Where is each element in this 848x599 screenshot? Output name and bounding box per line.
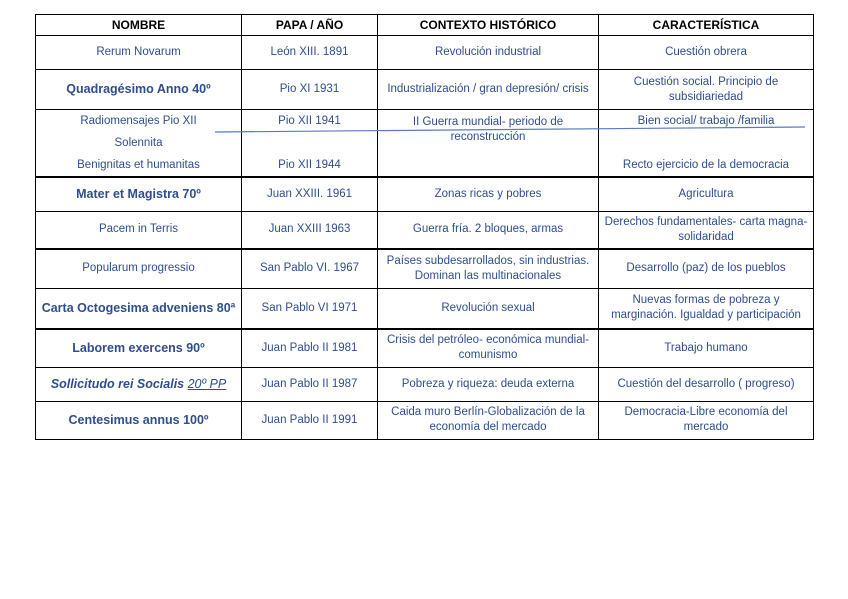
cell-caracteristica: Derechos fundamentales- carta magna- solidaridad [599, 211, 814, 249]
cell-papa: Juan Pablo II 1991 [242, 401, 378, 439]
caracteristica-line [602, 132, 810, 154]
table-row [36, 110, 814, 178]
cell-papa [242, 110, 378, 178]
cell-caracteristica [599, 110, 814, 178]
cell-papa: Juan Pablo II 1981 [242, 329, 378, 367]
cell-contexto: Guerra fría. 2 bloques, armas [378, 211, 599, 249]
cell-contexto: Industrialización / gran depresión/ crisis [378, 70, 599, 110]
cell-caracteristica: Cuestión social. Principio de subsidiariedad [599, 70, 814, 110]
cell-nombre: Laborem exercens 90º [36, 329, 242, 367]
cell-papa: San Pablo VI 1971 [242, 288, 378, 329]
header-contexto: CONTEXTO HISTÓRICO [378, 15, 599, 36]
cell-nombre: Mater et Magistra 70º [36, 177, 242, 211]
table-row [36, 288, 814, 329]
cell-nombre: Quadragésimo Anno 40º [36, 70, 242, 110]
cell-contexto: Revolución industrial [378, 36, 599, 70]
cell-caracteristica: Democracia-Libre economía del mercado [599, 401, 814, 439]
cell-papa: Juan XXIII. 1961 [242, 177, 378, 211]
cell-nombre: Pacem in Terris [36, 211, 242, 249]
cell-contexto: II Guerra mundial- periodo de reconstrucción [378, 110, 599, 178]
cell-nombre: Carta Octogesima adveniens 80ª [36, 288, 242, 329]
table-row [36, 367, 814, 401]
cell-contexto: Crisis del petróleo- económica mundial- comunismo [378, 329, 599, 367]
table-row [36, 329, 814, 367]
cell-contexto: Países subdesarrollados, sin industrias. Dominan las multinacionales [378, 249, 599, 288]
nombre-main: Sollicitudo rei Socialis [50, 376, 188, 391]
table-row [36, 70, 814, 110]
papa-line: Pio XII 1941 [278, 115, 341, 127]
cell-contexto: Caida muro Berlín-Globalización de la economía del mercado [378, 401, 599, 439]
cell-contexto: Pobreza y riqueza: deuda externa [378, 367, 599, 401]
cell-caracteristica: Nuevas formas de pobreza y marginación. Igualdad y participación [599, 288, 814, 329]
cell-papa: Juan Pablo II 1987 [242, 367, 378, 401]
table-row [36, 36, 814, 70]
caracteristica-line: Recto ejercicio de la democracia [622, 159, 790, 171]
cell-papa: León XIII. 1891 [242, 36, 378, 70]
cell-nombre [36, 367, 242, 401]
cell-caracteristica: Desarrollo (paz) de los pueblos [599, 249, 814, 288]
table-row [36, 401, 814, 439]
table-row [36, 211, 814, 249]
header-nombre: NOMBRE [36, 15, 242, 36]
cell-papa: Pio XI 1931 [242, 70, 378, 110]
cell-nombre: Popularum progressio [36, 249, 242, 288]
papa-line [245, 132, 374, 154]
caracteristica-line: Bien social/ trabajo /familia [637, 115, 775, 127]
header-row [36, 15, 814, 36]
nombre-line: Radiomensajes Pio XII [80, 115, 197, 127]
table-row [36, 249, 814, 288]
nombre-line: Benignitas et humanitas [77, 159, 200, 171]
cell-caracteristica: Trabajo humano [599, 329, 814, 367]
cell-papa: San Pablo VI. 1967 [242, 249, 378, 288]
cell-papa: Juan XXIII 1963 [242, 211, 378, 249]
encyclicals-table [35, 14, 814, 440]
cell-contexto: Zonas ricas y pobres [378, 177, 599, 211]
nombre-suffix: 20º PP [187, 376, 227, 391]
cell-caracteristica: Cuestión obrera [599, 36, 814, 70]
cell-nombre [36, 110, 242, 178]
header-papa: PAPA / AÑO [242, 15, 378, 36]
cell-caracteristica: Cuestión del desarrollo ( progreso) [599, 367, 814, 401]
header-caracteristica: CARACTERÍSTICA [599, 15, 814, 36]
cell-nombre: Centesimus annus 100º [36, 401, 242, 439]
cell-contexto: Revolución sexual [378, 288, 599, 329]
table-row [36, 177, 814, 211]
cell-caracteristica: Agricultura [599, 177, 814, 211]
nombre-line: Solennita [114, 137, 163, 149]
papa-line: Pio XII 1944 [278, 159, 341, 171]
cell-nombre: Rerum Novarum [36, 36, 242, 70]
